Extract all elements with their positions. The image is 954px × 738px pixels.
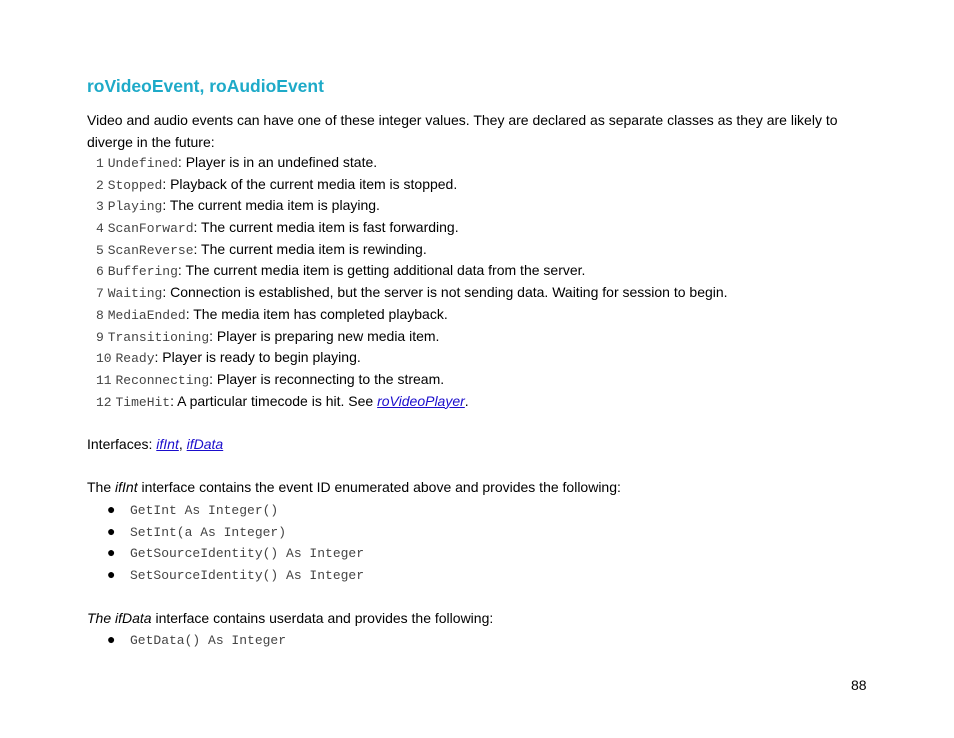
ifint-methods-list (107, 499, 364, 586)
event-name: Reconnecting (115, 372, 210, 388)
event-name: Stopped (107, 177, 163, 193)
event-name: Waiting (107, 286, 163, 302)
list-item: 7 Waiting: Connection is established, but the server is not sending data. Waiting for session to begin. (96, 284, 728, 302)
ifdata-methods-list (107, 629, 286, 651)
list-item: ● GetData() As Integer (107, 629, 286, 651)
list-item: 3 Playing: The current media item is playing. (96, 197, 380, 215)
event-name: ScanReverse (107, 242, 194, 258)
list-item: ● GetInt As Integer() (107, 499, 364, 521)
ifint-link[interactable]: ifInt (156, 436, 179, 452)
list-item: ● SetInt(a As Integer) (107, 521, 364, 543)
event-name: ScanForward (107, 221, 194, 237)
event-name: MediaEnded (107, 307, 186, 323)
event-values-list (96, 152, 728, 412)
page-number: 88 (851, 677, 867, 693)
list-item: 4 ScanForward: The current media item is fast forwarding. (96, 219, 459, 237)
event-name: Buffering (107, 264, 178, 280)
event-name: Undefined (107, 156, 178, 171)
rovideoplayer-link[interactable]: roVideoPlayer (377, 392, 465, 409)
list-item: 8 MediaEnded: The media item has completed playback. (96, 305, 448, 323)
list-item: 11 Reconnecting: Player is reconnecting to the stream. (96, 370, 445, 388)
bullet-icon: ● (107, 522, 116, 539)
list-item: 10 Ready: Player is ready to begin playing. (96, 349, 361, 367)
list-item: 9 Transitioning: Player is preparing new media item. (96, 327, 440, 345)
ifint-paragraph: The ifInt interface contains the event ID enumerated above and provides the following: (87, 479, 621, 495)
event-name: Playing (107, 199, 163, 215)
list-item: ● GetSourceIdentity() As Integer (107, 542, 364, 564)
list-item: 5 ScanReverse: The current media item is rewinding. (96, 240, 427, 258)
intro-paragraph: Video and audio events can have one of these integer values. They are declared as separate classes as they are likely to diverge in the future: (87, 112, 838, 150)
event-name: Transitioning (107, 329, 210, 345)
event-name: Ready (115, 351, 155, 367)
list-item: ● SetSourceIdentity() As Integer (107, 564, 364, 586)
event-name: TimeHit (115, 394, 171, 410)
section-heading: roVideoEvent, roAudioEvent (87, 76, 324, 96)
list-item: 12 TimeHit: A particular timecode is hit. See roVideoPlayer. (96, 392, 469, 410)
list-item: 1 Undefined: Player is in an undefined state. (96, 154, 378, 171)
bullet-icon: ● (107, 501, 116, 517)
ifdata-paragraph: The ifData interface contains userdata and provides the following: (87, 610, 494, 626)
list-item: 6 Buffering: The current media item is getting additional data from the server. (96, 262, 586, 280)
bullet-icon: ● (107, 566, 116, 583)
ifdata-link[interactable]: ifData (186, 436, 224, 452)
bullet-icon: ● (107, 544, 116, 561)
bullet-icon: ● (107, 631, 116, 647)
list-item: 2 Stopped: Playback of the current media item is stopped. (96, 175, 458, 193)
interfaces-line: Interfaces: ifInt, ifData (87, 436, 224, 452)
